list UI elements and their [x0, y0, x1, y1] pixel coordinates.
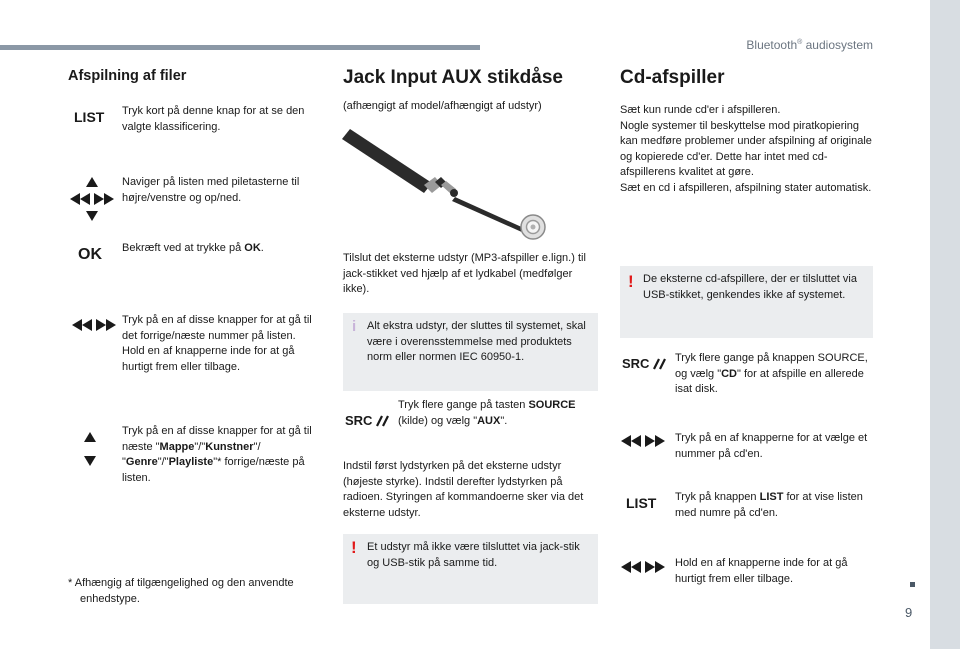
- up-down-icon: [84, 432, 96, 468]
- page-number: 9: [905, 605, 913, 620]
- page-marker: [910, 582, 915, 587]
- list-instruction: Tryk kort på denne knap for at se den valgte klassificering.: [122, 105, 305, 133]
- warning-icon: !: [628, 272, 634, 291]
- aux-volume-text: Indstil først lydstyrken på det eksterne udstyr (højeste styrke). Indstil derefter lydstyrken på radioen. Styringen af kommandoerne sker via det eksterne udstyr.: [343, 460, 584, 519]
- confirm-instruction: Bekræft ved at trykke på OK.: [122, 242, 264, 254]
- cd-track-instruction: Tryk på en af knapperne for at vælge et nummer på cd'en.: [675, 432, 868, 460]
- navigate-instruction: Naviger på listen med piletasterne til højre/venstre og op/ned.: [122, 176, 300, 204]
- warning-text-cd: De eksterne cd-afspillere, der er tilsluttet via USB-stikket, genkendes ikke af systemet.: [643, 273, 857, 301]
- src-button-icon: SRC: [345, 412, 391, 432]
- updown-instruction: Tryk på en af disse knapper for at gå til næste "Mappe"/"Kunstner"/ "Genre"/"Playliste"* forrige/næste på listen.: [122, 425, 312, 484]
- ok-button-icon: OK: [78, 246, 102, 263]
- jack-plug-illustration: [340, 125, 550, 240]
- right-margin-strip: [930, 0, 960, 649]
- aux-source-instruction: Tryk flere gange på tasten SOURCE (kilde) og vælg "AUX".: [398, 399, 576, 427]
- prev-next-icon: [72, 319, 116, 331]
- header-bar: [0, 45, 480, 50]
- warning-box-cd: [620, 266, 873, 338]
- arrow-pad-icon: [70, 177, 114, 221]
- warning-icon: !: [351, 538, 357, 557]
- cd-source-instruction: Tryk flere gange på knappen SOURCE, og vælg "CD" for at afspille en allerede isat disk.: [675, 352, 868, 395]
- cd-heading: Cd-afspiller: [620, 67, 725, 88]
- info-icon: i: [352, 318, 357, 335]
- src-button-icon: SRC: [622, 355, 668, 375]
- info-box: [343, 313, 598, 391]
- info-text: Alt ekstra udstyr, der sluttes til systemet, skal være i overensstemmelse med produktets norm eller normen IEC 60950-1.: [367, 320, 586, 363]
- prevnext-instruction: Tryk på en af disse knapper for at gå til det forrige/næste nummer på listen. Hold en af knapperne inde for at gå hurtigt frem eller tilbage.: [122, 314, 312, 373]
- list-button-icon: LIST: [74, 109, 105, 125]
- cd-list-instruction: Tryk på knappen LIST for at vise listen med numre på cd'en.: [675, 491, 863, 519]
- page-header-title: Bluetooth® audiosystem: [746, 38, 873, 52]
- list-button-icon: LIST: [626, 495, 657, 511]
- aux-heading: Jack Input AUX stikdåse: [343, 67, 563, 88]
- aux-connect-text: Tilslut det eksterne udstyr (MP3-afspiller e.lign.) til jack-stikket ved hjælp af et lydkabel (medfølger ikke).: [343, 252, 586, 295]
- files-heading: Afspilning af filer: [68, 68, 187, 84]
- cd-hold-instruction: Hold en af knapperne inde for at gå hurtigt frem eller tilbage.: [675, 557, 848, 585]
- warning-box-aux: [343, 534, 598, 604]
- prev-next-icon: [621, 435, 665, 447]
- prev-next-icon: [621, 561, 665, 573]
- warning-text-aux: Et udstyr må ikke være tilsluttet via jack-stik og USB-stik på samme tid.: [367, 541, 580, 569]
- footnote: * Afhængig af tilgængelighed og den anvendte enhedstype.: [68, 577, 294, 605]
- aux-subtitle: (afhængigt af model/afhængigt af udstyr): [343, 100, 542, 112]
- cd-intro-text: Sæt kun runde cd'er i afspilleren. Nogle systemer til beskyttelse mod piratkopiering kan medføre problemer under afspilning af originale og kopierede cd'er. Dette har intet med cd-afspillerens kvalitet at gøre. Sæt en cd i afspilleren, afspilning stater automatisk.: [620, 104, 872, 194]
